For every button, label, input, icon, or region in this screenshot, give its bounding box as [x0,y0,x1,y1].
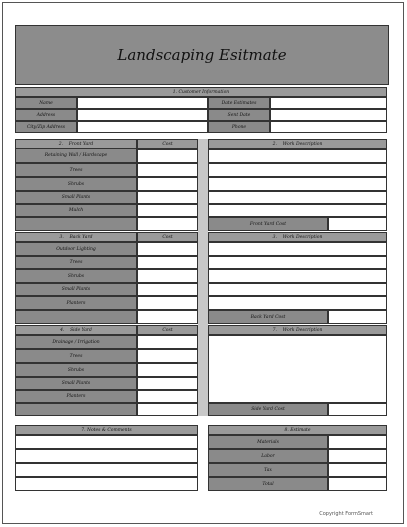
notes-header: 7. Notes & Comments [15,425,198,435]
city-field[interactable] [77,121,208,133]
sent-date-field[interactable] [270,109,387,121]
estimate-row-label: Tax [208,463,328,477]
back-description-line[interactable] [208,256,387,269]
side-yard-item: Drainage / Irrigation [15,335,137,349]
back-yard-total-label: Back Yard Cost [208,310,328,324]
front-yard-cost-cell[interactable] [137,163,198,177]
estimate-row-value[interactable] [328,435,387,449]
back-yard-cost-cell[interactable] [137,310,198,324]
front-yard-item: Retaining Wall / Hardscape [15,149,137,163]
back-description-line[interactable] [208,242,387,256]
date-label: Date Estimates [208,97,270,109]
back-yard-item: Small Plants [15,283,137,296]
front-yard-total-label: Front Yard Cost [208,217,328,231]
front-yard-cost-cell[interactable] [137,177,198,191]
center-divider [198,139,208,416]
front-description-line[interactable] [208,191,387,204]
side-yard-item: Small Plants [15,377,137,390]
back-yard-total-field[interactable] [328,310,387,324]
front-yard-cost-cell[interactable] [137,191,198,204]
front-description-line[interactable] [208,163,387,177]
back-yard-cost-cell[interactable] [137,269,198,283]
side-description-area[interactable] [208,335,387,403]
name-label: Name [15,97,77,109]
address-field[interactable] [77,109,208,121]
notes-line[interactable] [15,449,198,463]
front-yard-item: Mulch [15,204,137,217]
side-yard-item: Shrubs [15,363,137,377]
side-yard-header: 4. Side Yard [15,325,137,335]
phone-field[interactable] [270,121,387,133]
front-work-description-header: 2. Work Description [208,139,387,149]
estimate-form [2,2,404,524]
side-yard-item: Planters [15,390,137,403]
address-label: Address [15,109,77,121]
back-description-line[interactable] [208,296,387,310]
front-yard-item: Trees [15,163,137,177]
side-yard-blank-label [15,403,137,416]
back-description-line[interactable] [208,269,387,283]
notes-line[interactable] [15,477,198,491]
back-yard-cost-header: Cost [137,232,198,242]
notes-line[interactable] [15,435,198,449]
side-yard-cost-cell[interactable] [137,363,198,377]
front-yard-cost-cell[interactable] [137,204,198,217]
estimate-row-label: Labor [208,449,328,463]
sent-date-label: Sent Date [208,109,270,121]
phone-label: Phone [208,121,270,133]
side-yard-cost-cell[interactable] [137,390,198,403]
estimate-row-value[interactable] [328,463,387,477]
estimate-row-value[interactable] [328,477,387,491]
side-yard-total-label: Side Yard Cost [208,403,328,416]
front-yard-total-field[interactable] [328,217,387,231]
front-yard-blank-label [15,217,137,231]
name-field[interactable] [77,97,208,109]
back-yard-cost-cell[interactable] [137,283,198,296]
front-description-line[interactable] [208,204,387,217]
side-yard-total-field[interactable] [328,403,387,416]
front-yard-cost-header: Cost [137,139,198,149]
side-work-description-header: 7. Work Description [208,325,387,335]
front-yard-header: 2. Front Yard [15,139,137,149]
estimate-header: 8. Estimate [208,425,387,435]
city-label: City/Zip Address [15,121,77,133]
front-yard-cost-cell[interactable] [137,217,198,231]
side-yard-cost-cell[interactable] [137,335,198,349]
front-yard-item: Shrubs [15,177,137,191]
side-yard-cost-header: Cost [137,325,198,335]
front-description-line[interactable] [208,177,387,191]
footer-copyright: Copyright FormSmart [319,511,373,517]
side-yard-cost-cell[interactable] [137,403,198,416]
notes-line[interactable] [15,463,198,477]
front-yard-cost-cell[interactable] [137,149,198,163]
back-yard-cost-cell[interactable] [137,256,198,269]
estimate-row-label: Materials [208,435,328,449]
title-band [15,25,389,85]
back-yard-item: Planters [15,296,137,310]
back-work-description-header: 3. Work Description [208,232,387,242]
back-yard-item: Shrubs [15,269,137,283]
back-yard-item: Outdoor Lighting [15,242,137,256]
back-description-line[interactable] [208,283,387,296]
back-yard-item: Trees [15,256,137,269]
front-description-line[interactable] [208,149,387,163]
customer-section-header: 1. Customer Information [15,87,387,97]
back-yard-header: 3. Back Yard [15,232,137,242]
back-yard-blank-label [15,310,137,324]
side-yard-item: Trees [15,349,137,363]
form-title: Landscaping Esitmate [117,46,287,64]
back-yard-cost-cell[interactable] [137,242,198,256]
estimate-row-label: Total [208,477,328,491]
side-yard-cost-cell[interactable] [137,377,198,390]
front-yard-item: Small Plants [15,191,137,204]
estimate-row-value[interactable] [328,449,387,463]
back-yard-cost-cell[interactable] [137,296,198,310]
date-field[interactable] [270,97,387,109]
side-yard-cost-cell[interactable] [137,349,198,363]
